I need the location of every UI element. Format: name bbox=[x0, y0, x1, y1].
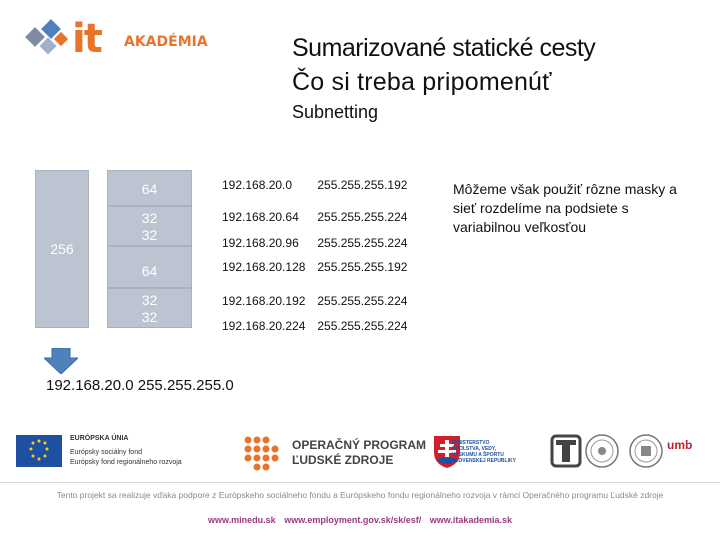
address-ip: 192.168.20.96 bbox=[222, 236, 299, 250]
op-logo-text bbox=[292, 438, 426, 468]
logo-it-text: it bbox=[72, 16, 101, 62]
address-mask: 255.255.255.192 bbox=[317, 178, 408, 192]
footer-disclaimer: Tento projekt sa realizuje vďaka podpore z Európskeho sociálneho fondu a Európskeho fondu regionálneho rozvoja v rámci Operačného programu Ľudské zdroje bbox=[56, 490, 664, 500]
op-line: ĽUDSKÉ ZDROJE bbox=[292, 453, 394, 467]
subnet-block bbox=[107, 206, 192, 246]
eu-line: Európsky sociálny fond bbox=[70, 449, 142, 456]
address-row bbox=[222, 294, 407, 308]
subnet-blocks bbox=[107, 170, 192, 328]
umb-logo-text: umb bbox=[667, 438, 693, 452]
eu-flag-icon bbox=[16, 435, 62, 467]
slide-subtitle: Čo si treba pripomenúť bbox=[292, 68, 552, 96]
logo-akademia-text: AKADÉMIA bbox=[124, 34, 208, 50]
ministry-line: VÝSKUMU A ŠPORTU bbox=[452, 452, 504, 458]
subnet-block-label: 32 bbox=[141, 309, 158, 325]
address-mask: 255.255.255.224 bbox=[317, 319, 408, 333]
eu-logo-text bbox=[70, 434, 182, 468]
ministry-line: MINISTERSTVO bbox=[452, 440, 490, 446]
ministry-line: ŠKOLSTVA, VEDY, bbox=[452, 446, 497, 452]
address-mask: 255.255.255.224 bbox=[317, 294, 408, 308]
total-block bbox=[35, 170, 89, 328]
down-arrow-icon bbox=[44, 348, 78, 374]
subnet-block-label: 64 bbox=[141, 263, 158, 279]
university-seal-icon bbox=[628, 432, 664, 470]
subnet-block-label: 32 bbox=[141, 227, 158, 243]
address-mask: 255.255.255.224 bbox=[317, 236, 408, 250]
university-seal-icon bbox=[584, 432, 620, 470]
vlsm-note: Môžeme však použiť rôzne masky a sieť rozdelíme na podsiete s variabilnou veľkosťou bbox=[453, 181, 677, 235]
address-ip: 192.168.20.224 bbox=[222, 319, 306, 333]
address-mask: 255.255.255.224 bbox=[317, 210, 408, 224]
eu-line: EURÓPSKA ÚNIA bbox=[70, 435, 129, 442]
subnet-block bbox=[107, 170, 192, 206]
eu-line: Európsky fond regionálneho rozvoja bbox=[70, 459, 182, 466]
footer-links bbox=[0, 515, 720, 525]
subnet-block-label: 32 bbox=[141, 292, 158, 308]
address-row bbox=[222, 236, 407, 250]
section-heading: Subnetting bbox=[292, 102, 379, 122]
ministry-line: SLOVENSKEJ REPUBLIKY bbox=[452, 458, 516, 464]
footer-link[interactable]: www.minedu.sk bbox=[208, 515, 276, 525]
footer-divider bbox=[0, 482, 720, 483]
address-mask: 255.255.255.192 bbox=[317, 260, 408, 274]
address-row bbox=[222, 260, 407, 274]
logo-cubes-icon bbox=[20, 8, 80, 68]
address-ip: 192.168.20.64 bbox=[222, 210, 299, 224]
it-akademia-logo bbox=[20, 8, 220, 68]
subnet-block bbox=[107, 246, 192, 288]
subnet-block-label: 32 bbox=[141, 210, 158, 226]
address-ip: 192.168.20.192 bbox=[222, 294, 306, 308]
address-ip: 192.168.20.128 bbox=[222, 260, 306, 274]
subnet-block bbox=[107, 288, 192, 328]
address-row bbox=[222, 319, 407, 333]
subnet-block-label: 64 bbox=[141, 181, 158, 197]
op-line: OPERAČNÝ PROGRAM bbox=[292, 438, 427, 452]
university-logo-icon bbox=[548, 432, 584, 470]
address-row bbox=[222, 178, 407, 192]
slide-title: Sumarizované statické cesty bbox=[292, 34, 596, 62]
address-row bbox=[222, 210, 407, 224]
op-dots-icon bbox=[244, 436, 280, 472]
address-ip: 192.168.20.0 bbox=[222, 178, 293, 192]
total-block-label: 256 bbox=[50, 241, 74, 257]
footer-link[interactable]: www.itakademia.sk bbox=[429, 515, 512, 525]
summary-route: 192.168.20.0 255.255.255.0 bbox=[46, 377, 234, 394]
footer-link[interactable]: www.employment.gov.sk/sk/esf/ bbox=[284, 515, 422, 525]
ministry-text bbox=[452, 440, 516, 464]
